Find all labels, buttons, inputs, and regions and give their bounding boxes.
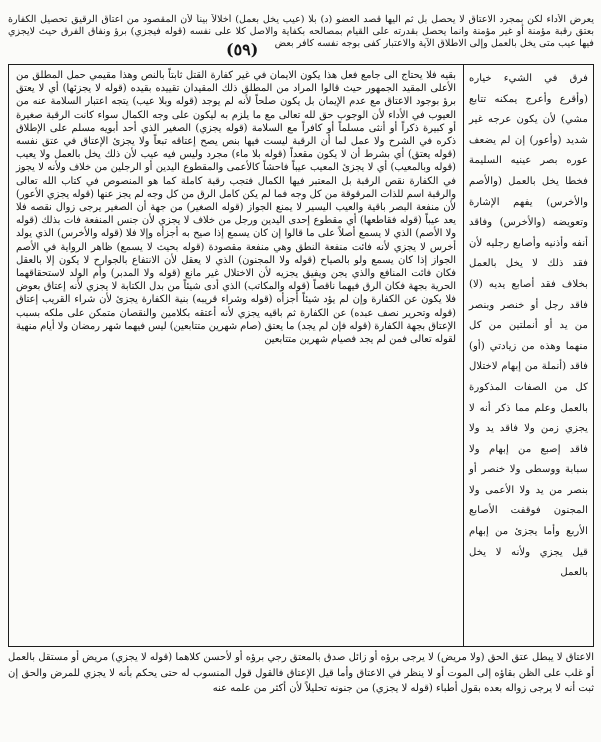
top-commentary: يعرض الأداء لكن بمجرد الاعتاق لا يحصل بل ثم اليها قصد العضو (د) بلا (عيب يخل بعمل) أخلالاً بيناً لأن المقصود من اعتاق الرقيق تحصيل الكفارة بعتق رقبة مؤمنة أو غير مؤمنة وانما يحصل بقدرته على القيام بمصالحه بكفاية والاصل كلا على نفسه (قوله فيجزي) برؤ ونفاق الفرق حيث لايجزي فيها عيب متى يخل بالعمل وإلى الاطلاق الآية والاعتبار كفى بوجه نفسه كافر بعض xyxy=(8,14,594,50)
main-text-columns xyxy=(9,65,593,646)
bottom-commentary: الاعتاق لا يبطل عتق الحق (ولا مريض) لا يرجى برؤه أو زائل صدق بالمعتق رجي برؤه أو لأحسن كلاهما (قوله لا يجزي) مريض أو مستقل بالعمل أو غلب على الظن بقاؤه إلى الموت أو لا ينظر في الاعتاق وأما قيل الإعتاق فالقول قول المنسوب له حتى يحكم بأنه لا يجزي للمرض والحق إن ثبت أنه لا يرجى زواله بعده بقول أطباء (قوله لا يجزي) من جنونه تحليلاً لأن أكثر من علمه عنه xyxy=(8,652,594,694)
main-text-column: بقيه فلا يحتاج الى جامع فعل هذا يكون الايمان في غير كفارة القتل ثابتاً بالنص وهذا مقيمي حمل المطلق من الأعلى المقيد الجمهور حيث قالوا المراد من المطلق ذلك المقيدان تقييده بقيده (قوله لا يجزئها) أي لا يعتق برؤ بوجود الاعتاق مع عدم الإيمان بل يكون صلحاً لأنه لم يوجد (قوله وبلا عيب) يتجه اعتبار السلامة عنه من العيوب في الأداء لأن الوجوب حق لله تعالى مع ما يلزم به ليكون على وجه الكمال سواء كانت الرقبة صغيرة أو كبيرة ذكراً أو أنثى مسلماً أو كافراً مع السلامة (قوله يجزي) الصغير الذي أحد أبويه مسلم على الإطلاق ذكره في الشرح ولا عمل لما أن الرقبة ليست فيها بنص يصح إعتاقه تبعاً ولا يجزئ الإعتاق في عتق نفسه (قوله يعتق) أي بشرط أن لا يكون مقعداً (قوله بلا ماء) مجرد وليس فيه عيب لأن ذلك يخل بالعمل ولا يعيب (قوله وبالمعيب) أي لا يجزئ المعيب عيباً فاحشاً كالأعمى والمقطوع اليدين أو الرجلين من خلاف ولأنه لا يجوز في الكفارة نقص الرقبة بل المعتبر فيها الكمال فتجب رقبة كاملة كما هو المنصوص في كتاب الله تعالى والرقبة اسم للذات المرقوقة من كل وجه فما لم يكن كامل الرق من كل وجه لم يجز عنها (قوله يجزي الأعور) لأن منفعة البصر باقية والعيب اليسير لا يمنع الجواز (قوله الصغير) من جهة أن الصغير يرجى زوال نقصه فلا يعد عيباً (قوله فقاطعها) أي مقطوع إحدى اليدين ورجل من خلاف لا يجزي لأن جنس المنفعة فات بذلك (قوله ولا الأصم) الذي لا يسمع أصلاً على ما قالوا إن كان يسمع إذا صيح به أجزأه وإلا فلا (قوله والأخرس) الذي يولد أخرس لا يجزي لأنه فائت منفعة النطق وهي منفعة مقصودة (قوله بحيث لا يسمع) ظاهر الرواية في الأصم الجواز إذا كان يسمع ولو بالصياح (قوله ولا المجنون) الذي لا يعقل لأن الانتفاع بالجوارح لا يكون إلا بالعقل فكان فائت المنافع والذي يجن ويفيق يجزيه لأن الاختلال غير مانع (قوله ولا المدبر) وأم الولد لاستحقاقهما الحرية بجهة فكان الرق فيهما ناقصاً (قوله والمكاتب) الذي أدى شيئاً من بدل الكتابة لا يجزي لأنه إعتاق بعوض فلا يكون عن الكفارة وإن لم يؤد شيئاً أجزأه (قوله وشراء قريبه) بنية الكفارة يجزئ لأن شراء القريب إعتاق (قوله وتحرير نصف عبده) عن الكفارة ثم باقيه يجزي لأنه أعتقه بكلامين والنقصان متمكن على ملكه بسبب الإعتاق بجهة الكفارة (قوله فإن لم يجد) ما يعتق (صام شهرين متتابعين) ليس فيهما شهر رمضان ولا أيام منهية لقوله تعالى فمن لم يجد فصيام شهرين متتابعين xyxy=(16,70,456,346)
main-text-frame xyxy=(8,64,594,647)
page-number: (٥٩) xyxy=(226,40,259,59)
sidebar-text-column: فرق في الشيء خياره (وأقرع وأعرج يمكنه تتابع مشي) لأن يكون عرجه غير شديد (وأعور) إن لم يضعف عوره بصر عينيه السليمة فخطا يخل بالعمل (والأصم والأخرس) يفهم الإشارة وتعويضه (والأخرس) وفاقد أنفه وأذنيه وأصابع رجليه لأن فقد ذلك لا يخل بالعمل بخلاف فقد أصابع يديه (لا) فاقد رجل أو خنصر وبنصر من يد أو أنملتين من كل منهما وهذه من زيادتي (أو) فاقد (أنملة من إبهام لاختلال كل من الصفات المذكورة بالعمل وعلم مما ذكر أنه لا يجزي زمن ولا فاقد يد ولا فاقد إصبع من إبهام ولا سبابة ووسطى ولا خنصر أو بنصر من يد ولا الأعمى ولا المجنون فوقفت الأصابع الأربع وأما يجزئ من إبهام قيل يجزي ولأنه لا يخل بالعمل xyxy=(463,65,593,646)
